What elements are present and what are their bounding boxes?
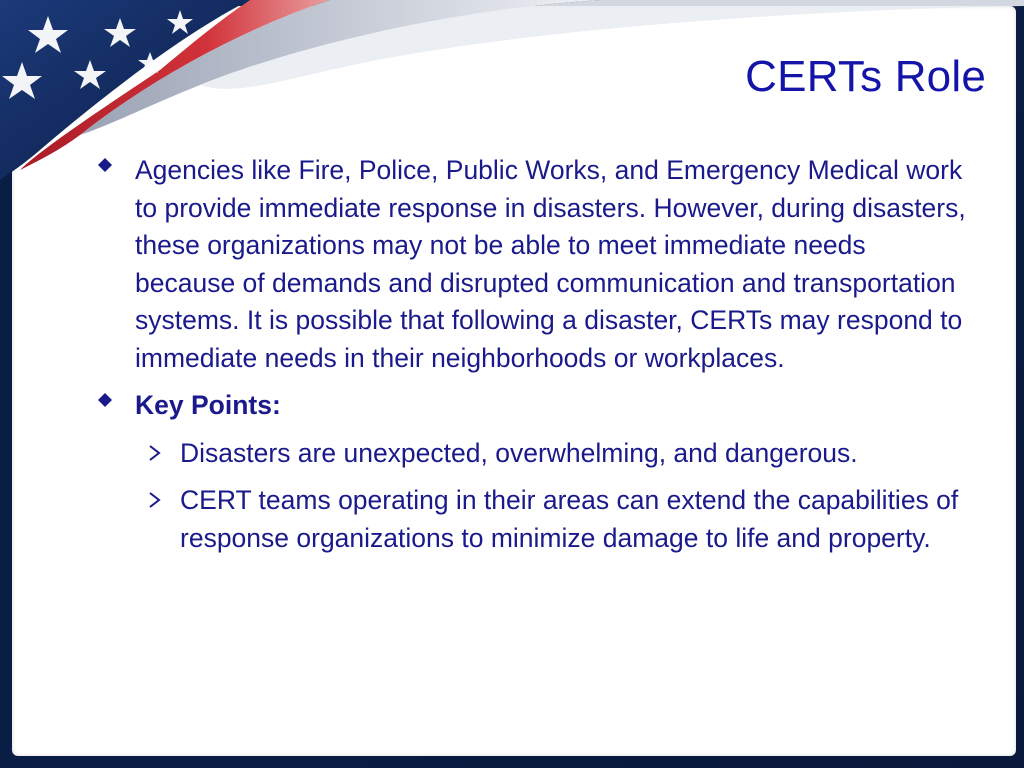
bullet-item [98, 387, 968, 425]
arrowhead-icon [148, 491, 162, 509]
slide-body [98, 152, 968, 567]
diamond-icon [98, 158, 112, 172]
bullet-text: Key Points: [135, 390, 281, 420]
diamond-icon [98, 393, 112, 407]
sub-bullet-item [98, 435, 968, 473]
bullet-item [98, 152, 968, 377]
slide-title: CERTs Role [745, 52, 986, 101]
arrowhead-icon [148, 444, 162, 462]
sub-bullet-text: CERT teams operating in their areas can extend the capabilities of response organizations to minimize damage to life and property. [180, 485, 959, 553]
bullet-text: Agencies like Fire, Police, Public Works, and Emergency Medical work to provide immediate response in disasters. However, during disasters, these organizations may not be able to meet immediate needs because of demands and disrupted communication and transportation systems. It is possible that following a disaster, CERTs may respond to immediate needs in their neighborhoods or workplaces. [135, 155, 966, 373]
sub-bullet-item [98, 482, 968, 557]
sub-bullet-text: Disasters are unexpected, overwhelming, and dangerous. [180, 437, 858, 468]
